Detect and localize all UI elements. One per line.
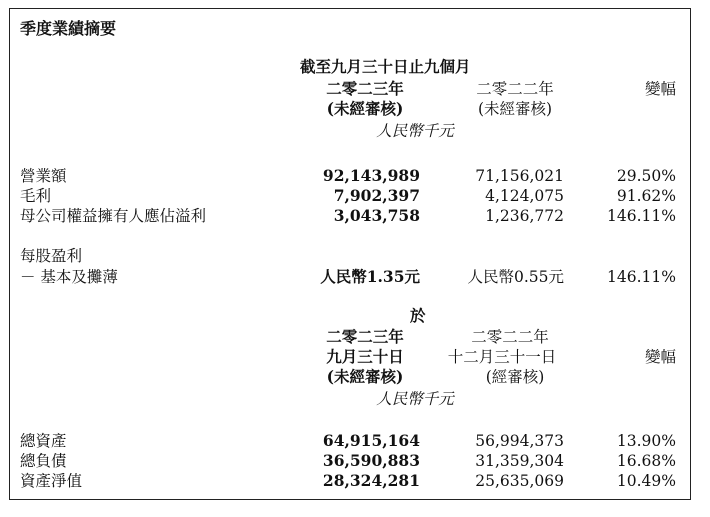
col-2023-line2: 九月三十日: [326, 347, 404, 366]
value-2023: 3,043,758: [333, 206, 420, 225]
value-2022: 25,635,069: [475, 472, 564, 490]
change-value: 146.11%: [607, 207, 676, 225]
value-2023: 92,143,989: [322, 166, 420, 185]
row-label: 總負債: [20, 452, 67, 470]
value-2022: 1,236,772: [485, 207, 564, 225]
col-2022-note: (經審核): [485, 368, 545, 386]
value-2023: 64,915,164: [322, 431, 420, 450]
value-2022: 4,124,075: [485, 187, 564, 205]
col-2022-year: 二零二二年: [476, 80, 554, 98]
eps-label: 每股盈利: [20, 247, 83, 265]
col-2022-line2: 十二月三十一日: [447, 348, 557, 366]
unit-label-2: 人民幣千元: [376, 390, 454, 408]
period-span-label: 截至九月三十日止九個月: [300, 57, 471, 76]
col-2023-note: (未經審核): [326, 99, 404, 118]
eps-value-2023: 人民幣1.35元: [320, 267, 420, 286]
page-title: 季度業績摘要: [20, 19, 117, 38]
value-2023: 36,590,883: [322, 451, 420, 470]
col-2023-year: 二零二三年: [326, 79, 404, 98]
change-header-2: 變幅: [644, 348, 676, 366]
eps-value-2022: 人民幣0.55元: [467, 268, 564, 286]
value-2023: 7,902,397: [333, 186, 420, 205]
change-value: 29.50%: [616, 167, 676, 185]
change-value: 16.68%: [616, 452, 676, 470]
value-2022: 31,359,304: [475, 452, 564, 470]
col-2022-line1: 二零二二年: [471, 328, 549, 346]
eps-sub-label: － 基本及攤薄: [20, 268, 118, 286]
row-label: 資產淨值: [20, 472, 83, 490]
change-header: 變幅: [644, 80, 676, 98]
summary-table-frame: [9, 8, 691, 500]
change-value: 10.49%: [616, 472, 676, 490]
eps-change: 146.11%: [607, 268, 676, 286]
col-2023-note: (未經審核): [326, 367, 404, 386]
change-value: 13.90%: [616, 432, 676, 450]
row-label: 母公司權益擁有人應佔溢利: [20, 207, 207, 225]
value-2023: 28,324,281: [322, 471, 420, 490]
change-value: 91.62%: [616, 187, 676, 205]
row-label: 總資產: [20, 432, 67, 450]
value-2022: 56,994,373: [475, 432, 564, 450]
col-2023-line1: 二零二三年: [326, 327, 404, 346]
as-at-label: 於: [410, 306, 426, 325]
col-2022-note: (未經審核): [477, 100, 553, 118]
row-label: 營業額: [20, 167, 67, 185]
row-label: 毛利: [20, 187, 52, 205]
unit-label: 人民幣千元: [376, 122, 454, 140]
value-2022: 71,156,021: [475, 167, 564, 185]
